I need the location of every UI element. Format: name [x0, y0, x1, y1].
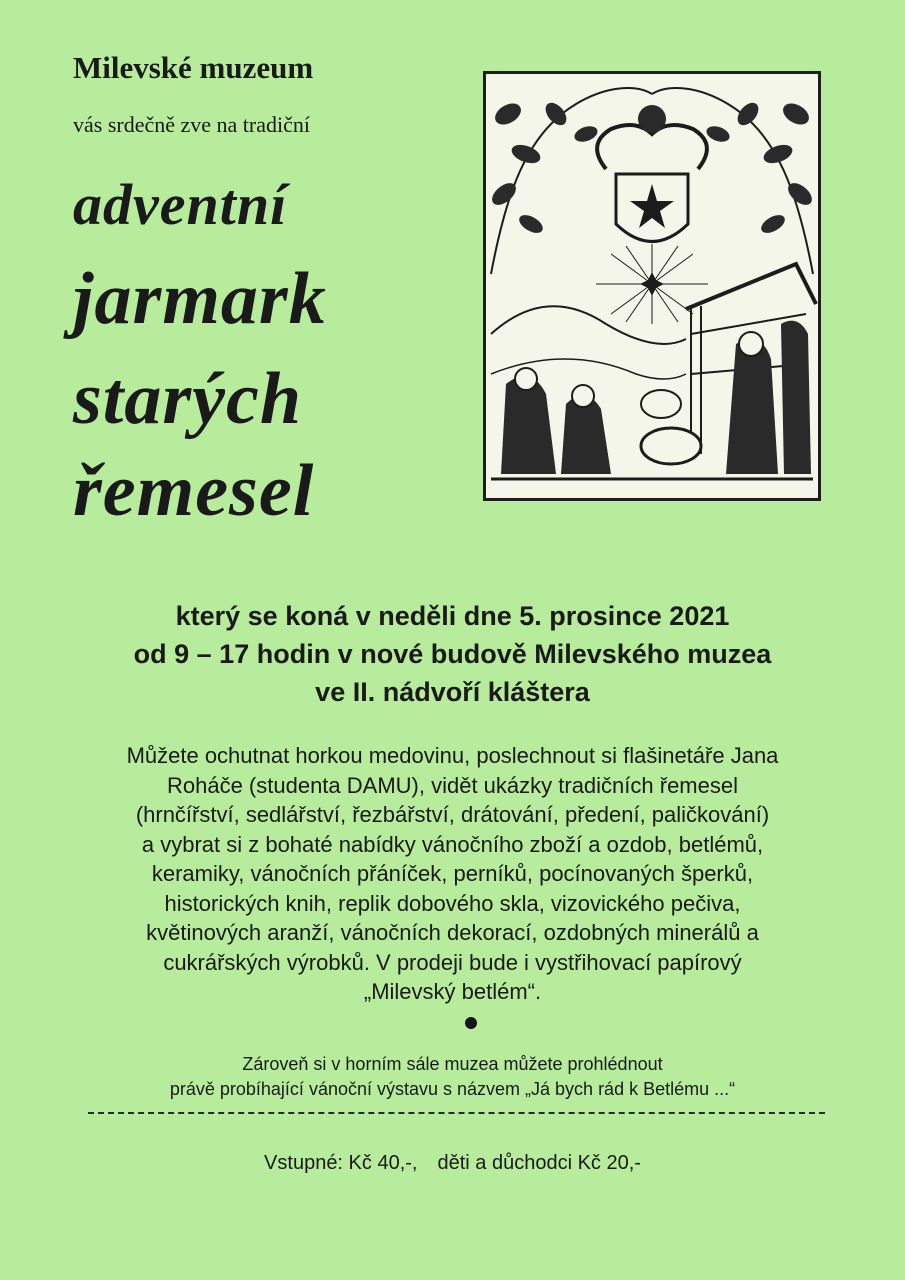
event-location: ve II. nádvoří kláštera — [315, 677, 590, 707]
title-line-2: jarmark — [73, 258, 327, 340]
event-time-place: od 9 – 17 hodin v nové budově Milevského muzea — [133, 639, 772, 669]
description — [0, 741, 905, 1007]
bullet-icon — [465, 1017, 477, 1029]
description-line: keramiky, vánočních přáníček, perníků, pocínovaných šperků, — [151, 861, 754, 886]
description-line: cukrářských výrobků. V prodeji bude i vystřihovací papírový — [163, 949, 742, 975]
invite-line: vás srdečně zve na tradiční — [73, 112, 310, 137]
admission — [0, 1152, 905, 1175]
description-line: Roháče (studenta DAMU), vidět ukázky tradičních řemesel — [166, 772, 738, 798]
description-line: „Milevský betlém“. — [363, 979, 542, 1004]
title-line-4: řemesel — [73, 450, 315, 532]
admission-adult: Vstupné: Kč 40,-, — [264, 1152, 418, 1174]
exhibit-line-2: právě probíhající vánoční výstavu s názvem „Já bych rád k Betlému ...“ — [169, 1079, 736, 1099]
description-line: Můžete ochutnat horkou medovinu, poslechnout si flašinetáře Jana — [126, 743, 779, 768]
event-info — [0, 597, 905, 711]
event-date: který se koná v neděli dne 5. prosince 2021 — [175, 601, 730, 631]
title-line-1: adventní — [73, 172, 288, 237]
museum-name: Milevské muzeum — [73, 50, 314, 85]
title-line-3: starých — [73, 358, 302, 440]
description-line: historických knih, replik dobového skla, vizovického pečiva, — [164, 890, 741, 916]
exhibit-line-1: Zároveň si v horním sále muzea můžete prohlédnout — [242, 1054, 663, 1074]
dashed-divider — [88, 1112, 825, 1114]
nativity-woodcut-icon — [483, 71, 821, 501]
exhibit-note — [0, 1052, 905, 1102]
admission-reduced: děti a důchodci Kč 20,- — [437, 1152, 641, 1174]
description-line: květinových aranží, vánočních dekorací, ozdobných minerálů a — [146, 920, 759, 945]
description-line: a vybrat si z bohaté nabídky vánočního zboží a ozdob, betlémů, — [141, 831, 764, 857]
description-line: (hrnčířství, sedlářství, řezbářství, drátování, předení, paličkování) — [135, 802, 770, 827]
